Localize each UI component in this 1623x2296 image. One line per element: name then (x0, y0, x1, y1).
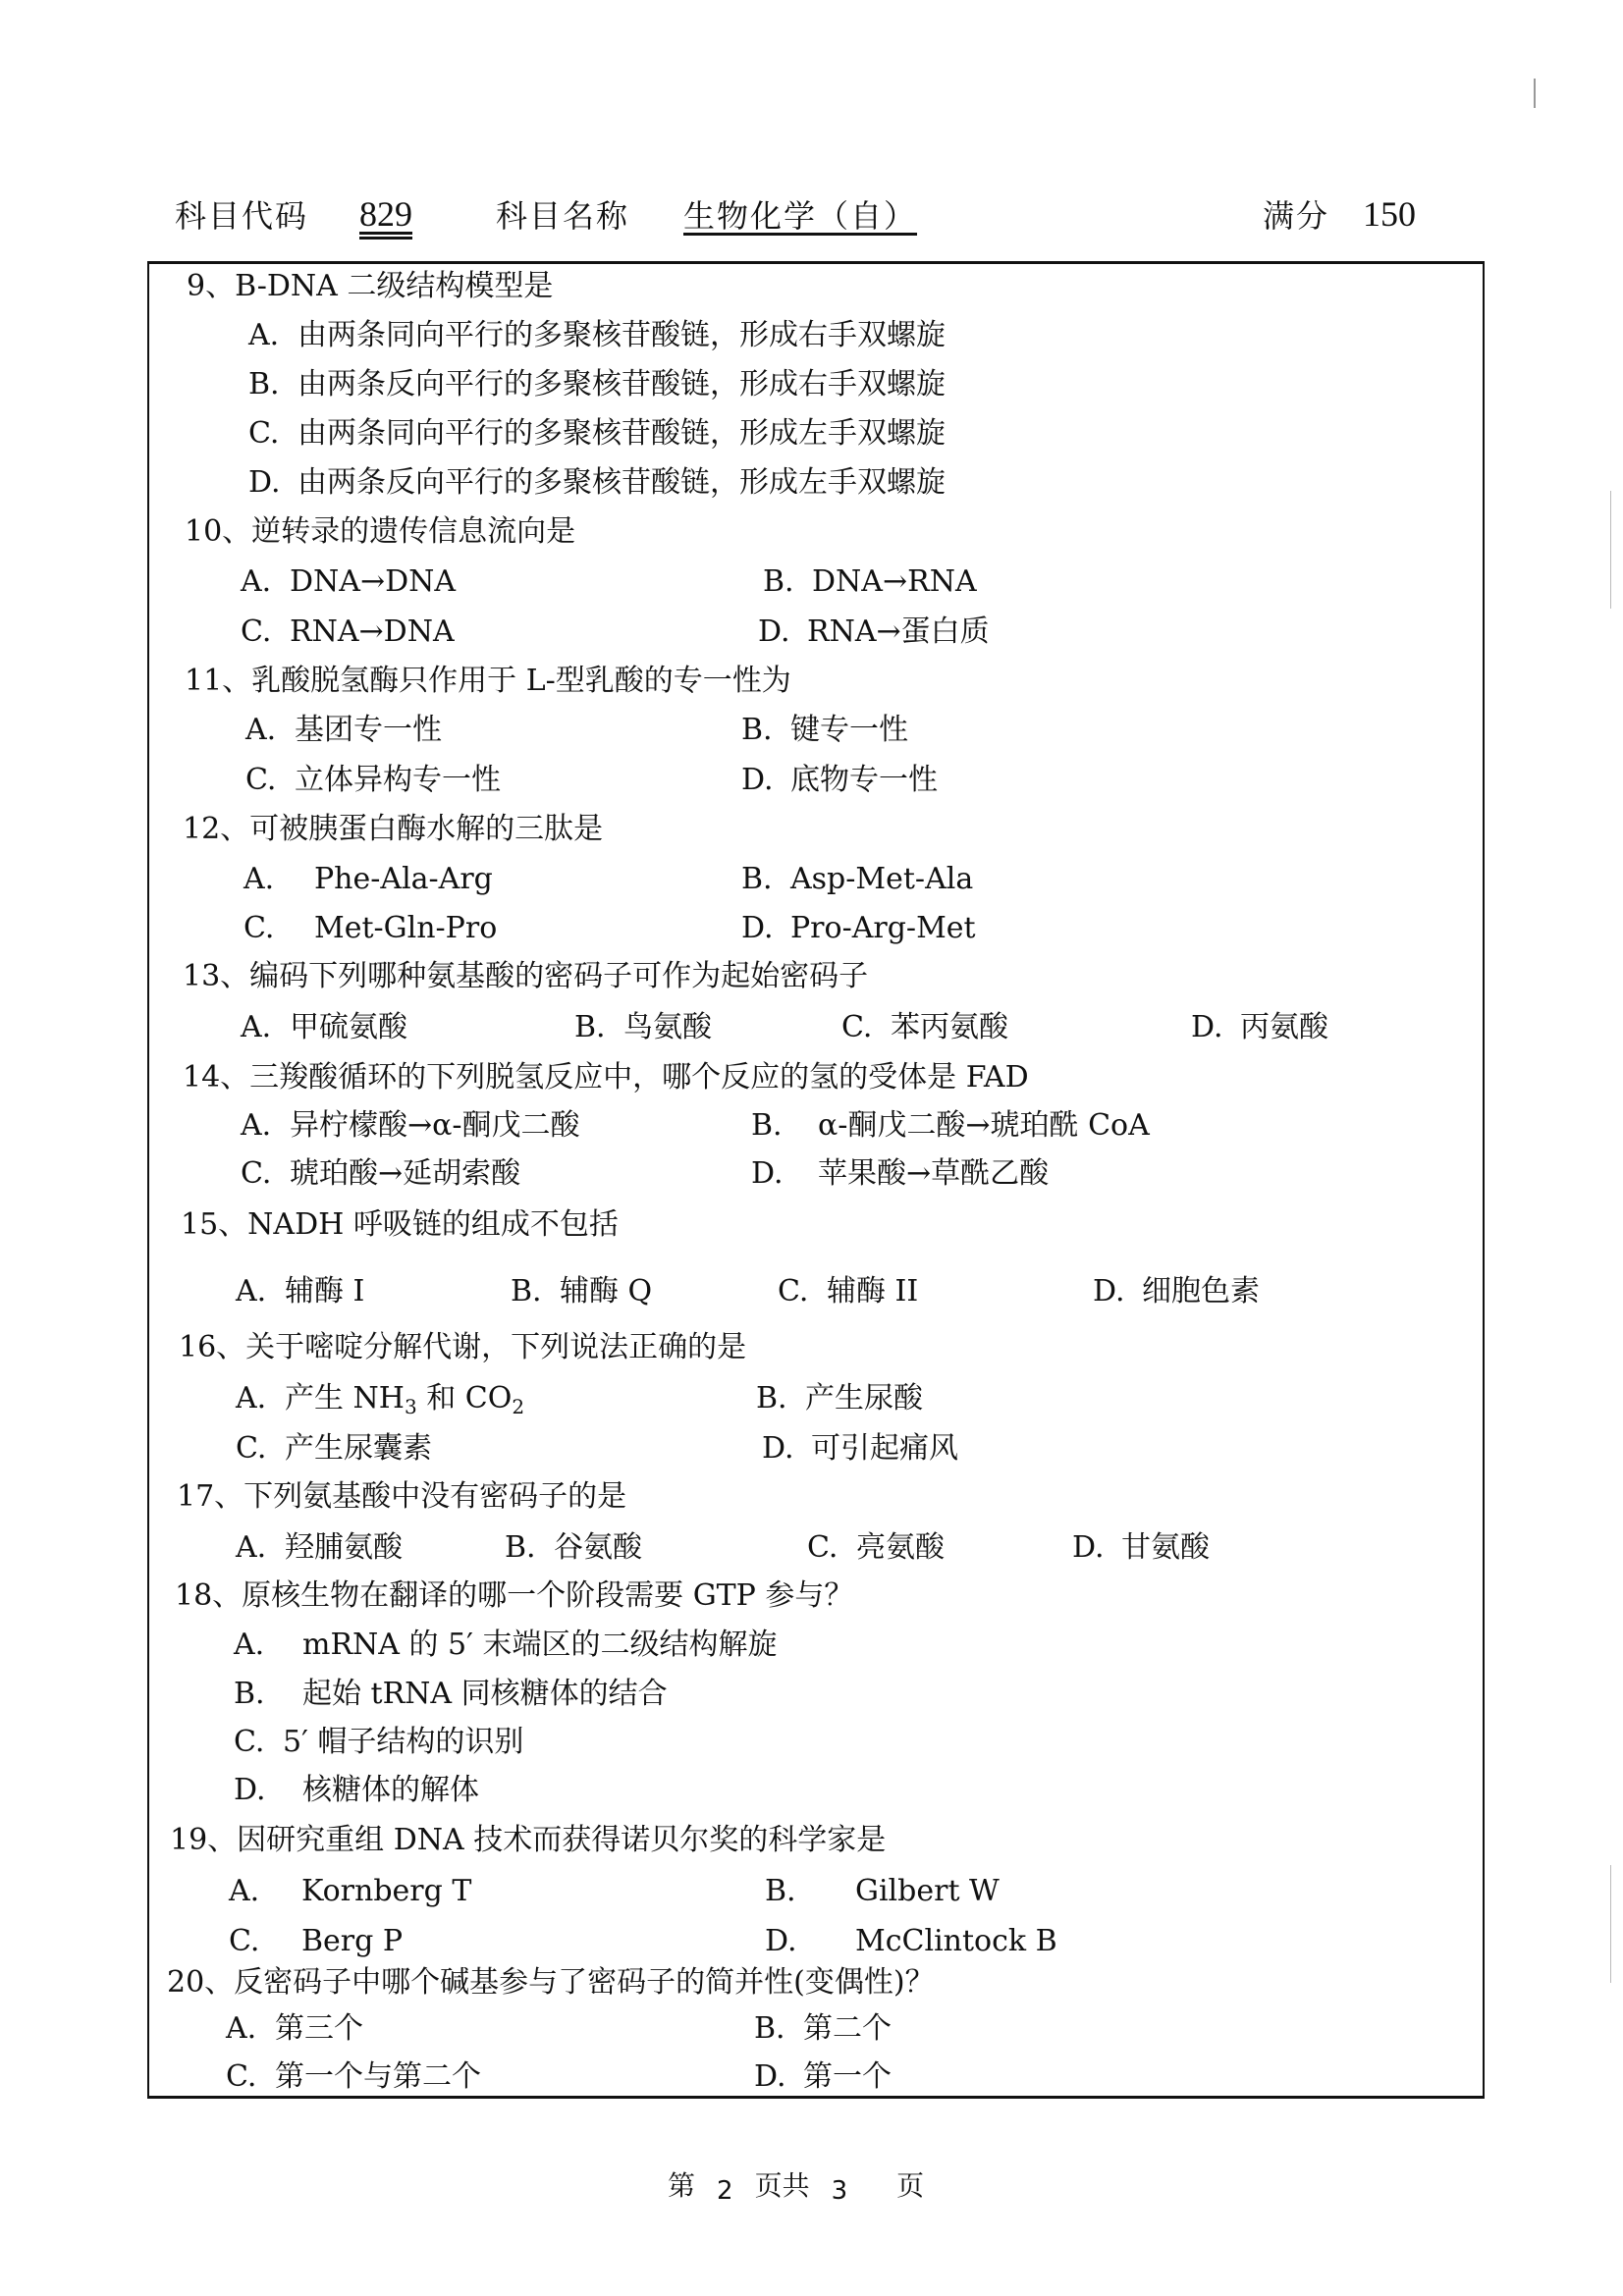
option-label: D. (1191, 1010, 1223, 1044)
subject-name-label: 科目名称 (496, 197, 630, 235)
option-20-c (226, 2057, 481, 2097)
page-suffix: 页 (896, 2169, 925, 2202)
option-14-d (751, 1154, 1049, 1194)
option-text: 丙氨酸 (1240, 1010, 1328, 1044)
option-15-c (778, 1272, 918, 1311)
page-prefix: 第 (668, 2169, 696, 2202)
full-score-value: 150 (1363, 194, 1416, 234)
option-label: B. (751, 1108, 783, 1143)
option-text: Asp-Met-Ala (790, 862, 974, 896)
page-mid: 页共 (754, 2169, 810, 2202)
option-text: Berg P (301, 1924, 404, 1958)
option-text: 由两条同向平行的多聚核苷酸链，形成左手双螺旋 (298, 416, 946, 451)
option-label: A. (226, 2011, 257, 2046)
subscript: 2 (512, 1395, 525, 1418)
option-text: RNA→DNA (290, 614, 455, 649)
option-text: 谷氨酸 (554, 1530, 642, 1565)
option-label: C. (245, 763, 277, 797)
option-label: C. (841, 1010, 873, 1044)
option-9-c (248, 414, 946, 454)
question-stem-10: 10、逆转录的遗传信息流向是 (185, 514, 576, 549)
option-text: 琥珀酸→延胡索酸 (290, 1156, 521, 1191)
option-18-b (234, 1675, 668, 1714)
option-10-b (763, 562, 977, 602)
option-label: B. (505, 1530, 536, 1565)
option-text: 基团专一性 (295, 713, 442, 747)
option-text: 第一个与第二个 (275, 2059, 481, 2094)
option-15-d (1093, 1272, 1260, 1311)
subject-name-value: 生物化学（自） (683, 197, 918, 235)
option-label: A. (229, 1874, 260, 1908)
option-14-a (241, 1106, 580, 1146)
option-label: D. (762, 1431, 794, 1466)
option-text: 产生尿酸 (805, 1381, 923, 1415)
option-text: 第二个 (803, 2011, 892, 2046)
option-label: C. (229, 1924, 260, 1958)
scan-artifact (1534, 79, 1536, 108)
option-text: 羟脯氨酸 (285, 1530, 403, 1565)
option-text: 辅酶 II (827, 1274, 919, 1308)
option-17-b (505, 1528, 642, 1568)
option-text: 辅酶 I (285, 1274, 365, 1308)
option-label: C. (248, 416, 280, 451)
option-label: A. (236, 1274, 267, 1308)
subject-code-label: 科目代码 (175, 197, 309, 235)
option-text: RNA→蛋白质 (807, 614, 990, 649)
option-16-d (762, 1429, 958, 1468)
option-9-a (248, 316, 946, 355)
option-11-c (245, 761, 501, 800)
question-stem-17: 17、下列氨基酸中没有密码子的是 (177, 1479, 627, 1514)
option-text: 核糖体的解体 (302, 1773, 479, 1807)
option-text: mRNA 的 5′ 末端区的二级结构解旋 (302, 1628, 778, 1662)
option-14-c (241, 1154, 520, 1194)
option-text: 底物专一性 (790, 763, 938, 797)
option-9-b (248, 365, 946, 404)
option-label: B. (756, 1381, 787, 1415)
option-label: A. (234, 1628, 265, 1662)
option-text: 第一个 (803, 2059, 892, 2094)
scan-artifact (1610, 1865, 1611, 1983)
option-text: Met-Gln-Pro (314, 911, 498, 945)
question-stem-19: 19、因研究重组 DNA 技术而获得诺贝尔奖的科学家是 (170, 1823, 887, 1857)
option-text: McClintock B (855, 1924, 1057, 1958)
option-label: D. (751, 1156, 784, 1191)
option-text: 苹果酸→草酰乙酸 (818, 1156, 1050, 1191)
question-stem-9: 9、B-DNA 二级结构模型是 (187, 269, 554, 303)
option-16-a (236, 1379, 524, 1426)
option-label: B. (248, 367, 280, 401)
option-label: A. (236, 1530, 267, 1565)
option-label: D. (758, 614, 790, 649)
option-text-mid: 和 CO (416, 1381, 513, 1415)
option-18-d (234, 1771, 479, 1810)
option-label: D. (741, 911, 774, 945)
option-label: D. (741, 763, 774, 797)
option-label: D. (1093, 1274, 1125, 1308)
scan-artifact (1610, 491, 1611, 609)
option-9-d (248, 463, 946, 503)
option-text: 由两条反向平行的多聚核苷酸链，形成左手双螺旋 (298, 465, 946, 500)
option-text: 细胞色素 (1142, 1274, 1260, 1308)
option-text: Gilbert W (855, 1874, 1000, 1908)
option-18-a (234, 1626, 777, 1665)
option-label: A. (248, 318, 280, 352)
option-label: D. (754, 2059, 786, 2094)
option-text: 键专一性 (790, 713, 908, 747)
question-stem-13: 13、编码下列哪种氨基酸的密码子可作为起始密码子 (183, 959, 869, 993)
option-label: C. (226, 2059, 257, 2094)
option-10-a (241, 562, 456, 602)
question-stem-18: 18、原核生物在翻译的哪一个阶段需要 GTP 参与？ (175, 1578, 854, 1613)
option-13-b (574, 1008, 712, 1047)
option-13-c (841, 1008, 1008, 1047)
option-text: 产生尿囊素 (285, 1431, 432, 1466)
option-text: 5′ 帽子结构的识别 (283, 1725, 524, 1759)
option-label: D. (248, 465, 281, 500)
option-17-c (807, 1528, 945, 1568)
option-20-d (754, 2057, 892, 2097)
question-stem-15: 15、NADH 呼吸链的组成不包括 (181, 1207, 619, 1242)
option-text: 立体异构专一性 (295, 763, 501, 797)
option-13-a (241, 1008, 407, 1047)
current-page: 2 (717, 2176, 733, 2206)
option-text: 由两条反向平行的多聚核苷酸链，形成右手双螺旋 (298, 367, 946, 401)
option-12-d (741, 909, 976, 948)
option-label: A. (241, 1010, 272, 1044)
option-12-b (741, 860, 973, 899)
option-11-a (245, 711, 442, 750)
total-pages: 3 (831, 2176, 848, 2206)
option-label: C. (243, 911, 275, 945)
option-text: 产生 NH (285, 1381, 405, 1415)
option-17-a (236, 1528, 403, 1568)
option-11-b (741, 711, 908, 750)
option-label: B. (574, 1010, 606, 1044)
option-19-d (765, 1922, 1057, 1961)
question-stem-20: 20、反密码子中哪个碱基参与了密码子的简并性(变偶性)？ (167, 1965, 935, 2000)
option-text: 亮氨酸 (856, 1530, 945, 1565)
option-text: 异柠檬酸→α-酮戊二酸 (290, 1108, 580, 1143)
subject-code-value: 829 (359, 194, 412, 234)
option-text: 由两条同向平行的多聚核苷酸链，形成右手双螺旋 (298, 318, 946, 352)
option-label: C. (807, 1530, 839, 1565)
option-text: DNA→DNA (290, 564, 457, 599)
option-label: B. (754, 2011, 785, 2046)
option-label: A. (241, 1108, 272, 1143)
option-text: 甲硫氨酸 (290, 1010, 407, 1044)
option-19-b (765, 1872, 1000, 1911)
option-label: C. (241, 1156, 272, 1191)
option-label: D. (234, 1773, 266, 1807)
option-label: D. (765, 1924, 797, 1958)
option-label: A. (245, 713, 277, 747)
subscript: 3 (404, 1395, 417, 1418)
option-20-b (754, 2009, 892, 2049)
option-label: A. (243, 862, 275, 896)
option-text: 第三个 (275, 2011, 363, 2046)
option-16-b (756, 1379, 923, 1418)
option-15-a (236, 1272, 364, 1311)
option-16-c (236, 1429, 432, 1468)
option-label: B. (765, 1874, 796, 1908)
option-text: Pro-Arg-Met (790, 911, 976, 945)
page-number (668, 2164, 924, 2206)
option-18-c (234, 1723, 523, 1762)
option-label: C. (234, 1725, 265, 1759)
option-15-b (511, 1272, 652, 1311)
option-19-c (229, 1922, 403, 1961)
option-20-a (226, 2009, 363, 2049)
option-text: 甘氨酸 (1121, 1530, 1210, 1565)
full-score-label: 满分 (1263, 197, 1330, 235)
option-label: D. (1072, 1530, 1105, 1565)
option-text: Phe-Ala-Arg (314, 862, 493, 896)
option-19-a (229, 1872, 471, 1911)
option-label: C. (241, 614, 272, 649)
option-text: 起始 tRNA 同核糖体的结合 (302, 1677, 668, 1711)
option-11-d (741, 761, 938, 800)
option-text: 可引起痛风 (811, 1431, 958, 1466)
option-label: B. (741, 862, 773, 896)
option-label: A. (241, 564, 272, 599)
option-label: C. (778, 1274, 809, 1308)
option-14-b (751, 1106, 1150, 1146)
option-text: Kornberg T (301, 1874, 472, 1908)
option-label: C. (236, 1431, 267, 1466)
option-12-c (243, 909, 497, 948)
option-10-d (758, 613, 990, 652)
option-text: α-酮戊二酸→琥珀酰 CoA (818, 1108, 1150, 1143)
option-label: B. (511, 1274, 542, 1308)
option-10-c (241, 613, 455, 652)
option-text: 苯丙氨酸 (891, 1010, 1008, 1044)
option-label: B. (234, 1677, 265, 1711)
question-stem-16: 16、关于嘧啶分解代谢，下列说法正确的是 (179, 1330, 747, 1364)
option-12-a (243, 860, 493, 899)
question-stem-11: 11、乳酸脱氢酶只作用于 L-型乳酸的专一性为 (185, 664, 791, 698)
option-label: B. (763, 564, 794, 599)
question-stem-12: 12、可被胰蛋白酶水解的三肽是 (183, 812, 604, 846)
option-text: 鸟氨酸 (623, 1010, 712, 1044)
option-label: A. (236, 1381, 267, 1415)
question-stem-14: 14、三羧酸循环的下列脱氢反应中，哪个反应的氢的受体是 FAD (183, 1060, 1029, 1095)
option-text: DNA→RNA (812, 564, 977, 599)
option-text: 辅酶 Q (560, 1274, 653, 1308)
option-17-d (1072, 1528, 1210, 1568)
option-label: B. (741, 713, 773, 747)
option-13-d (1191, 1008, 1328, 1047)
